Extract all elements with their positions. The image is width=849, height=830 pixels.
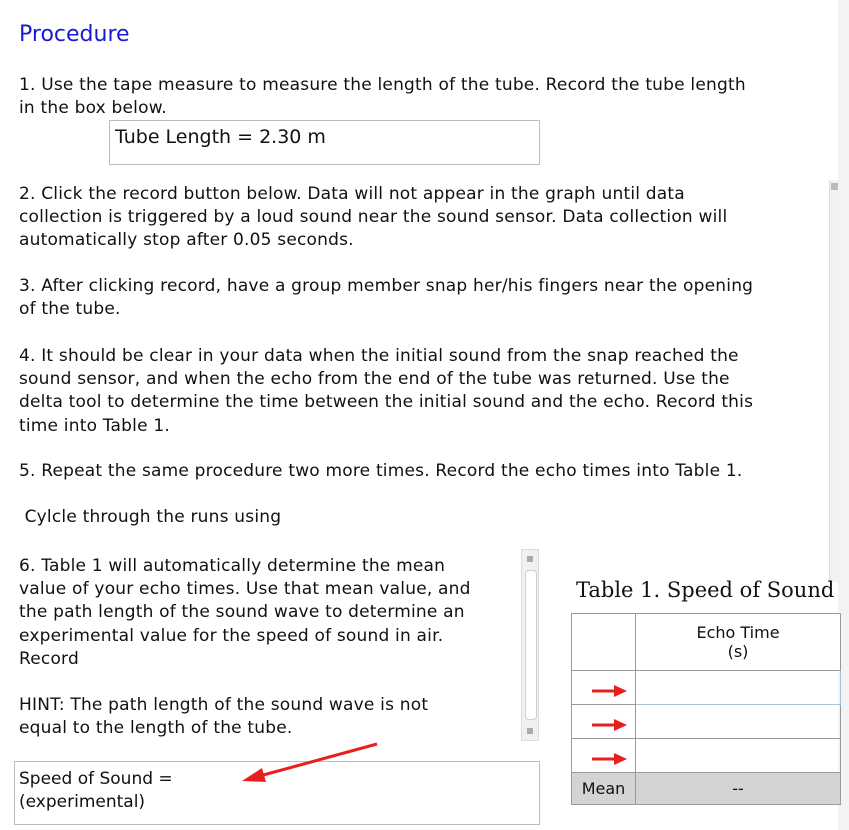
step-1 — [19, 74, 746, 120]
text-scrollbar[interactable] — [521, 549, 539, 741]
step-4-line: delta tool to determine the time between the initial sound and the echo. Record this — [19, 392, 754, 413]
scroll-up-icon[interactable] — [831, 183, 838, 190]
mean-label: Mean — [572, 773, 636, 805]
step-6-line: the path length of the sound wave to determine an — [19, 602, 465, 623]
speed-of-sound-table — [571, 613, 841, 805]
hint-line: equal to the length of the tube. — [19, 718, 293, 739]
step-6 — [19, 555, 519, 740]
step-4-line: sound sensor, and when the echo from the end of the tube was returned. Use the — [19, 369, 730, 390]
step-3-line: of the tube. — [19, 299, 121, 320]
tube-length-box[interactable] — [109, 120, 540, 165]
step-6-line: value of your echo times. Use that mean value, and — [19, 579, 471, 600]
cycle-runs-line: Cylcle through the runs using — [19, 507, 282, 527]
step-2-line: collection is triggered by a loud sound near the sound sensor. Data collection will — [19, 207, 728, 228]
step-1-line: in the box below. — [19, 98, 167, 119]
scroll-thumb[interactable] — [525, 570, 537, 720]
echo-time-input[interactable] — [636, 671, 841, 705]
scroll-down-icon[interactable] — [527, 728, 533, 734]
scroll-up-icon[interactable] — [527, 556, 533, 562]
tube-length-text: Tube Length = 2.30 m — [115, 126, 326, 148]
step-4-line: time into Table 1. — [19, 415, 170, 436]
column-header-line: (s) — [727, 642, 749, 661]
step-3 — [19, 275, 753, 321]
annotation-arrow-icon — [238, 740, 380, 784]
table-corner-cell — [572, 614, 636, 671]
red-arrow-icon — [590, 752, 628, 766]
column-header — [636, 614, 841, 671]
page-title: Procedure — [19, 22, 130, 47]
echo-time-input[interactable] — [636, 705, 841, 739]
step-6-line: 6. Table 1 will automatically determine the mean — [19, 556, 446, 576]
cycle-runs-text — [19, 506, 281, 529]
step-2 — [19, 183, 727, 253]
step-6-line: experimental value for the speed of sound in air. — [19, 625, 444, 646]
scrollbar-vertical[interactable] — [829, 180, 840, 582]
speed-label-line: (experimental) — [19, 792, 146, 812]
red-arrow-icon — [590, 684, 628, 698]
speed-of-sound-label — [19, 768, 173, 814]
step-5-line: 5. Repeat the same procedure two more times. Record the echo times into Table 1. — [19, 461, 743, 481]
step-1-line: 1. Use the tape measure to measure the length of the tube. Record the tube length — [19, 75, 746, 95]
table-title: Table 1. Speed of Sound — [576, 578, 835, 602]
step-2-line: 2. Click the record button below. Data will not appear in the graph until data — [19, 184, 685, 204]
step-5 — [19, 460, 742, 483]
column-header-line: Echo Time — [696, 623, 780, 642]
step-3-line: 3. After clicking record, have a group member snap her/his fingers near the opening — [19, 276, 754, 296]
step-4-line: 4. It should be clear in your data when the initial sound from the snap reached the — [19, 346, 739, 366]
mean-value: -- — [636, 773, 841, 805]
step-4 — [19, 345, 753, 438]
hint-line: HINT: The path length of the sound wave is not — [19, 695, 429, 716]
step-6-line: Record — [19, 648, 79, 669]
speed-label-line: Speed of Sound = — [19, 769, 173, 789]
echo-time-input[interactable] — [636, 739, 841, 773]
red-arrow-icon — [590, 718, 628, 732]
step-2-line: automatically stop after 0.05 seconds. — [19, 230, 354, 251]
